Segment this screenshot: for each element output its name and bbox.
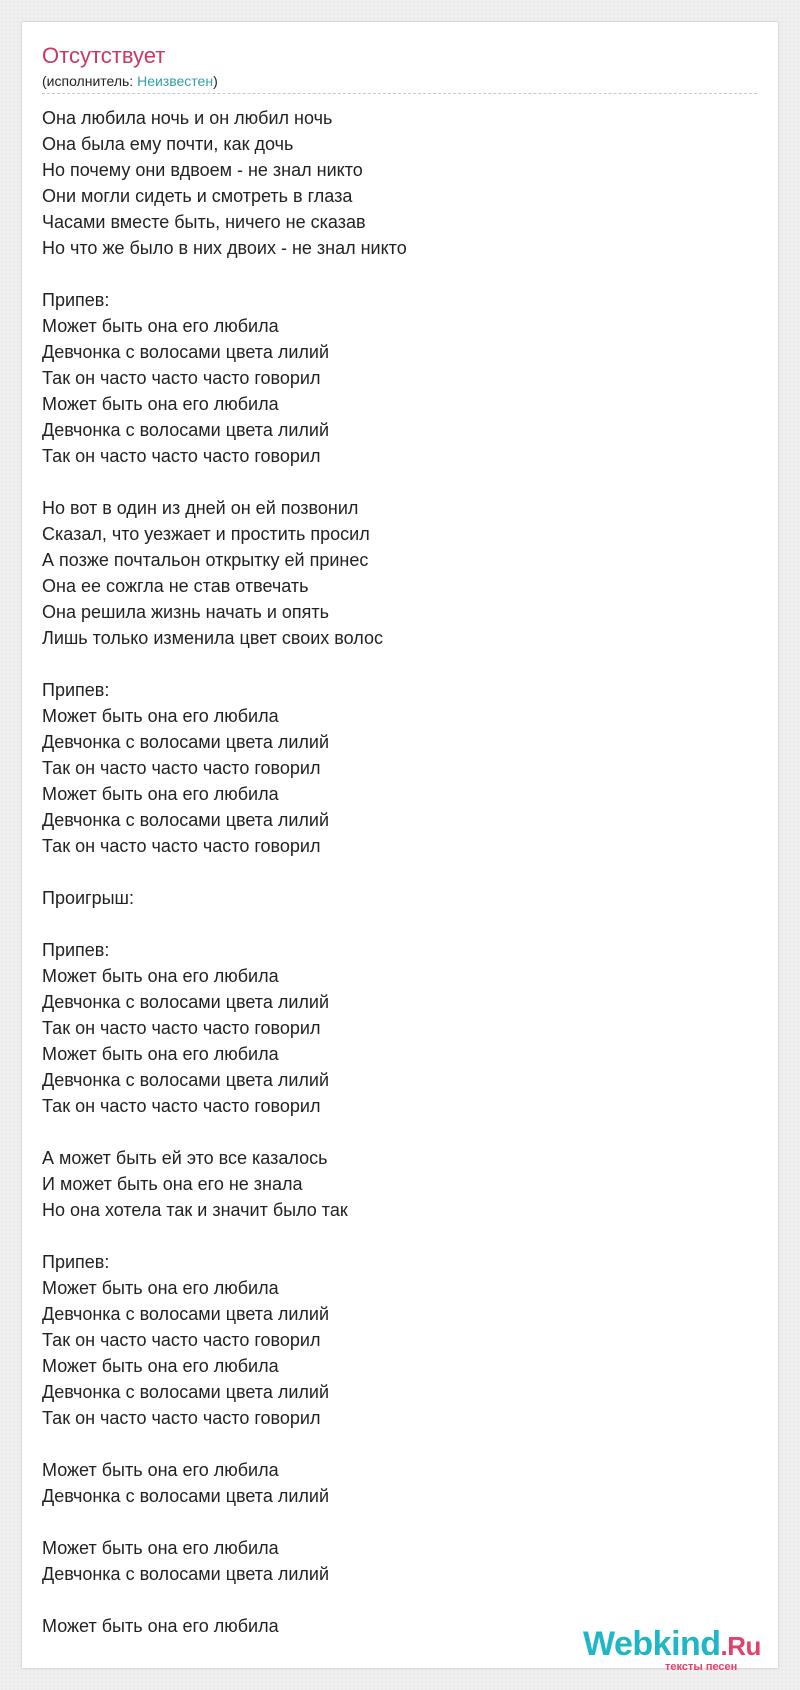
lyric-line: Припев: bbox=[42, 680, 110, 700]
lyric-line: Может быть она его любила bbox=[42, 1616, 279, 1636]
lyric-line: Девчонка с волосами цвета лилий bbox=[42, 1382, 330, 1402]
lyrics-card bbox=[22, 22, 778, 1673]
performer-line bbox=[42, 73, 218, 89]
lyric-line: Девчонка с волосами цвета лилий bbox=[42, 420, 330, 440]
performer-prefix: (исполнитель: bbox=[42, 73, 138, 89]
logo-name: Webkind bbox=[583, 1625, 721, 1663]
lyric-line: Девчонка с волосами цвета лилий bbox=[42, 1304, 330, 1324]
lyric-line: Девчонка с волосами цвета лилий bbox=[42, 342, 330, 362]
lyric-line: Проигрыш: bbox=[42, 888, 134, 908]
lyric-line: А позже почтальон открытку ей принес bbox=[42, 550, 369, 570]
lyric-line: Но вот в один из дней он ей позвонил bbox=[42, 498, 359, 518]
lyric-spacer bbox=[42, 859, 762, 885]
lyric-line: Девчонка с волосами цвета лилий bbox=[42, 810, 330, 830]
lyric-spacer bbox=[42, 1509, 762, 1535]
lyric-line: Может быть она его любила bbox=[42, 1460, 279, 1480]
lyric-line: Может быть она его любила bbox=[42, 1278, 279, 1298]
lyric-line: Так он часто часто часто говорил bbox=[42, 1018, 321, 1038]
lyric-line: Девчонка с волосами цвета лилий bbox=[42, 1486, 330, 1506]
webkind-logo[interactable] bbox=[583, 1625, 783, 1681]
lyric-line: Может быть она его любила bbox=[42, 966, 279, 986]
lyric-line: Но почему они вдвоем - не знал никто bbox=[42, 160, 363, 180]
lyric-line: Так он часто часто часто говорил bbox=[42, 836, 321, 856]
header-divider bbox=[42, 93, 757, 94]
lyric-line: Но что же было в них двоих - не знал никто bbox=[42, 238, 407, 258]
logo-wordmark bbox=[583, 1625, 761, 1664]
logo-tld: .Ru bbox=[720, 1631, 761, 1661]
lyric-line: Так он часто часто часто говорил bbox=[42, 446, 321, 466]
lyric-spacer bbox=[42, 911, 762, 937]
lyric-line: Девчонка с волосами цвета лилий bbox=[42, 992, 330, 1012]
lyric-spacer bbox=[42, 651, 762, 677]
lyric-line: Так он часто часто часто говорил bbox=[42, 1096, 321, 1116]
lyric-line: И может быть она его не знала bbox=[42, 1174, 303, 1194]
lyric-line: Они могли сидеть и смотреть в глаза bbox=[42, 186, 353, 206]
lyric-line: Может быть она его любила bbox=[42, 706, 279, 726]
lyric-line: Она была ему почти, как дочь bbox=[42, 134, 294, 154]
lyric-line: Так он часто часто часто говорил bbox=[42, 1330, 321, 1350]
lyric-line: Так он часто часто часто говорил bbox=[42, 368, 321, 388]
lyric-line: Может быть она его любила bbox=[42, 1044, 279, 1064]
lyric-spacer bbox=[42, 1431, 762, 1457]
lyric-line: Лишь только изменила цвет своих волос bbox=[42, 628, 383, 648]
lyric-line: Она любила ночь и он любил ночь bbox=[42, 108, 333, 128]
lyric-line: Но она хотела так и значит было так bbox=[42, 1200, 348, 1220]
lyric-line: Может быть она его любила bbox=[42, 784, 279, 804]
lyric-line: Так он часто часто часто говорил bbox=[42, 1408, 321, 1428]
lyric-spacer bbox=[42, 1587, 762, 1613]
lyric-line: Может быть она его любила bbox=[42, 394, 279, 414]
lyric-spacer bbox=[42, 469, 762, 495]
lyrics-text bbox=[42, 105, 762, 1639]
song-title: Отсутствует bbox=[42, 43, 166, 68]
lyric-line: Может быть она его любила bbox=[42, 1538, 279, 1558]
lyric-line: Сказал, что уезжает и простить просил bbox=[42, 524, 370, 544]
lyric-spacer bbox=[42, 1119, 762, 1145]
lyric-line: Может быть она его любила bbox=[42, 316, 279, 336]
lyric-spacer bbox=[42, 261, 762, 287]
lyric-line: Она решила жизнь начать и опять bbox=[42, 602, 330, 622]
lyric-line: Припев: bbox=[42, 1252, 110, 1272]
lyric-line: Может быть она его любила bbox=[42, 1356, 279, 1376]
lyric-line: Припев: bbox=[42, 290, 110, 310]
lyric-line: Она ее сожгла не став отвечать bbox=[42, 576, 309, 596]
lyric-line: А может быть ей это все казалось bbox=[42, 1148, 328, 1168]
performer-suffix: ) bbox=[213, 73, 218, 89]
lyric-spacer bbox=[42, 1223, 762, 1249]
lyric-line: Так он часто часто часто говорил bbox=[42, 758, 321, 778]
lyric-line: Часами вместе быть, ничего не сказав bbox=[42, 212, 366, 232]
lyric-line: Припев: bbox=[42, 940, 110, 960]
lyric-line: Девчонка с волосами цвета лилий bbox=[42, 732, 330, 752]
lyric-line: Девчонка с волосами цвета лилий bbox=[42, 1070, 330, 1090]
logo-tagline: тексты песен bbox=[665, 1661, 738, 1673]
performer-link[interactable]: Неизвестен bbox=[137, 73, 214, 89]
lyric-line: Девчонка с волосами цвета лилий bbox=[42, 1564, 330, 1584]
